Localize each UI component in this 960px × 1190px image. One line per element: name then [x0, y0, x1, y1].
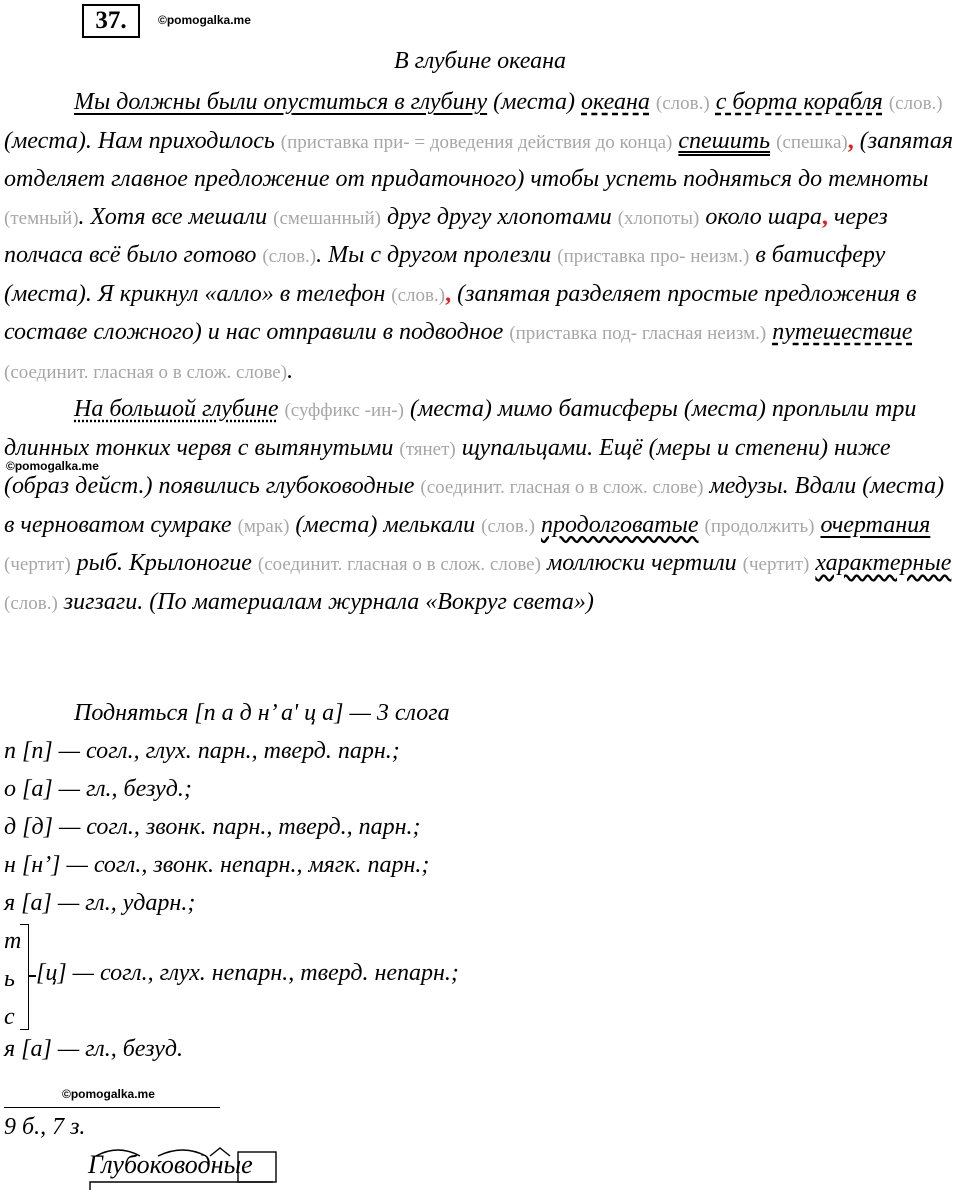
watermark: ©pomogalka.me [62, 1087, 155, 1101]
phonetic-head: Подняться [п а д н’ а' ц а] — 3 слога [74, 700, 450, 726]
hint-16: (мрак) [237, 515, 290, 537]
hint-19: (чертит) [4, 554, 71, 575]
p2-s2: (места) мимо батисферы (места) проплыли три длинных тонких червя с вытянутыми [4, 396, 917, 461]
text-title: В глубине океана [393, 48, 566, 74]
phonetic-line: н [н’] — согл., звонк. непарн., мягк. парн.; [4, 852, 430, 878]
paragraph-2 [4, 391, 958, 622]
hint-6: (смешанный) [273, 207, 382, 229]
exercise-text [4, 84, 958, 622]
exercise-number: 37. [82, 4, 140, 38]
red-comma-3: , [445, 280, 452, 307]
p1-s8: . Хотя все мешали [78, 203, 268, 230]
watermark: ©pomogalka.me [6, 459, 99, 473]
p2-s1: На большой глубине [74, 396, 279, 422]
hint-1: (слов.) [655, 93, 710, 114]
hint-21: (чертит) [742, 554, 810, 575]
p2-s10: характерные [815, 550, 952, 576]
hint-3: (приставка при- = доведения действия до конца) [280, 131, 673, 153]
phonetic-line: я [а] — гл., безуд. [4, 1036, 184, 1062]
p1-s7: (запятая отделяет главное предложение от придаточного) чтобы успеть подняться до темноты [4, 127, 954, 192]
grouping-bracket-tick [28, 975, 36, 977]
p2-s5: (места) мелькали [295, 511, 476, 538]
hint-10: (слов.) [391, 284, 446, 306]
hint-5: (темный) [4, 207, 79, 229]
morphemic-analysis [88, 1150, 253, 1180]
p2-s11: зигзаги. (По материалам журнала «Вокруг света») [63, 588, 594, 615]
hint-4: (спешка) [776, 131, 848, 153]
p1-s3: океана [581, 89, 650, 115]
p1-s5: (места). Нам приходилось [4, 127, 275, 154]
p2-s3: щупальцами. Ещё (меры и степени) ниже (образ дейст.) появились глубоководные [4, 434, 891, 499]
phonetic-line: я [а] — гл., ударн.; [4, 890, 196, 916]
hint-8: (слов.) [262, 246, 317, 267]
p1-s14: (запятая разделяет простые предложения в составе сложного) и нас отправили в подводное [4, 280, 917, 345]
grouping-bracket [20, 924, 29, 1030]
p1-s1: Мы должны были опуститься в глубину [74, 89, 488, 115]
p2-s9: моллюски чертили [546, 550, 737, 576]
p1-s13: в батисферу (места). Я крикнул «алло» в телефон [4, 242, 886, 307]
hint-12: (соединит. гласная о в слож. слове) [4, 361, 288, 383]
bracket-letter: с [4, 1004, 15, 1030]
hint-18: (продолжить) [704, 515, 815, 537]
p2-s6: продолговатые [540, 511, 699, 538]
p1-s12: . Мы с другом пролезли [316, 242, 552, 268]
paragraph-1 [4, 84, 958, 391]
bracket-letter: ь [4, 966, 15, 992]
hint-13: (суффикс -ин-) [284, 400, 404, 421]
bracket-letter: т [4, 928, 22, 954]
phonetic-line: п [п] — согл., глух. парн., тверд. парн.; [4, 738, 400, 764]
phonetic-analysis [4, 694, 954, 922]
phonetic-line: д [д] — согл., звонк. парн., тверд., парн.; [4, 814, 421, 840]
hint-14: (тянет) [399, 438, 456, 460]
p1-s9: друг другу хлопотами [387, 203, 612, 230]
watermark: ©pomogalka.me [158, 13, 251, 27]
hint-22: (слов.) [4, 592, 58, 614]
p2-s7: очертания [820, 511, 931, 538]
bracket-letters [4, 922, 21, 1036]
bracket-description: [ц] — согл., глух. непарн., тверд. непарн.; [36, 960, 459, 986]
letters-sounds-count: 9 б., 7 з. [4, 1114, 86, 1140]
p1-s2: (места) [493, 89, 576, 115]
morpheme-marks [88, 1150, 288, 1190]
hint-15: (соединит. гласная о в слож. слове) [420, 477, 704, 498]
p1-s6: спешить [678, 127, 771, 154]
hint-20: (соединит. гласная о в слож. слове) [257, 554, 541, 575]
p1-s4: с борта корабля [715, 89, 883, 115]
phonetic-line: о [а] — гл., безуд.; [4, 776, 192, 802]
hint-11: (приставка под- гласная неизм.) [509, 323, 767, 344]
hint-9: (приставка про- неизм.) [557, 246, 750, 267]
p2-s4: медузы. Вдали (места) в черноватом сумраке [4, 473, 945, 538]
hint-17: (слов.) [481, 515, 535, 537]
p2-s8: рыб. Крылоногие [76, 550, 252, 576]
red-comma-1: , [847, 127, 854, 154]
p1-s10: около шара [705, 203, 822, 230]
divider [4, 1107, 220, 1108]
p1-s11: через полчаса всё было готово [4, 203, 888, 268]
p1-s15: путешествие [772, 319, 913, 345]
red-comma-2: , [821, 203, 828, 230]
hint-2: (слов.) [888, 93, 943, 114]
p1-s16: . [287, 357, 294, 384]
hint-7: (хлопоты) [617, 207, 700, 229]
morphemic-word: Глубоководные [88, 1150, 253, 1179]
